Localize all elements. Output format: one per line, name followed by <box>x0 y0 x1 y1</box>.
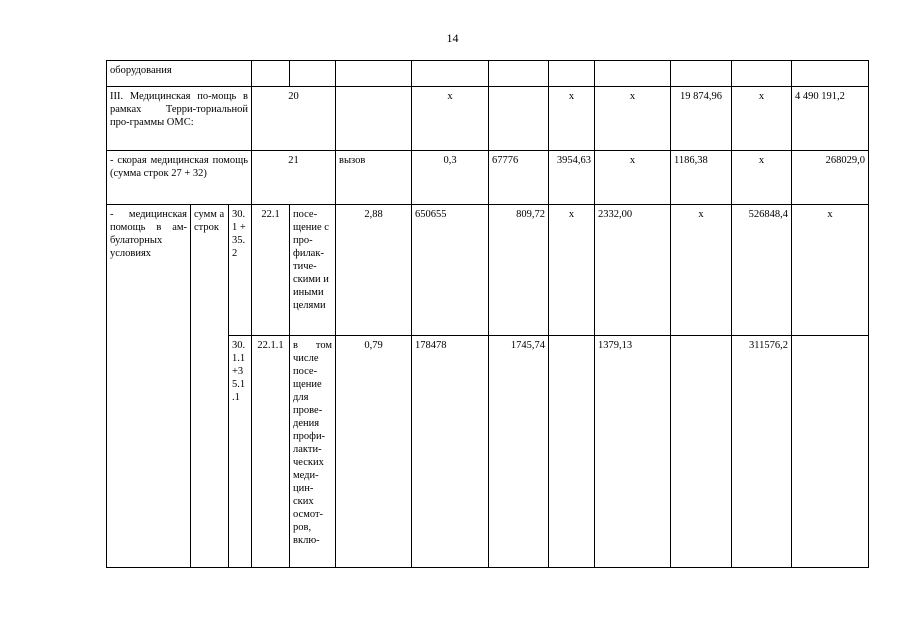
cost-cell: 650655 <box>412 205 489 336</box>
total-oms-cell: 268029,0 <box>792 151 869 205</box>
unit-cell: вызов <box>336 151 412 205</box>
sum-of-rows-cell: сумм а строк <box>191 205 229 568</box>
row-name-cell: - медицинская помощь в ам-булаторных условиях <box>107 205 191 568</box>
table-row <box>107 61 869 87</box>
line-number-cell: 20 <box>252 87 336 151</box>
volume-cell: x <box>412 87 489 151</box>
per-capita-budget-cell <box>549 336 595 568</box>
table-row <box>107 205 869 336</box>
data-table <box>106 60 869 568</box>
table-row <box>107 151 869 205</box>
total-budget-cell: x <box>732 87 792 151</box>
row-name-cell: III. Медицинская по-мощь в рамках Терри-ториальной про-граммы ОМС: <box>107 87 252 151</box>
per-capita-oms-cell: 1186,38 <box>671 151 732 205</box>
total-budget-cell: x <box>671 205 732 336</box>
line-number-cell: 22.1 <box>252 205 290 336</box>
per-capita-cell: 1745,74 <box>489 336 549 568</box>
per-capita-oms-cell: 1379,13 <box>595 336 671 568</box>
per-capita-budget-cell: x <box>595 151 671 205</box>
volume-cell: 0,79 <box>336 336 412 568</box>
per-capita-budget-cell: x <box>549 205 595 336</box>
per-capita-oms-cell: 19 874,96 <box>671 87 732 151</box>
percent-cell: x <box>792 205 869 336</box>
volume-cell: 2,88 <box>336 205 412 336</box>
line-number-cell: 22.1.1 <box>252 336 290 568</box>
total-oms-cell: 526848,4 <box>732 205 792 336</box>
row-name-cell: - скорая медицинская помощь (сумма строк 27 + 32) <box>107 151 252 205</box>
total-oms-cell: 311576,2 <box>732 336 792 568</box>
formula-ref-cell: 30. 1 + 35. 2 <box>229 205 252 336</box>
per-capita-budget-cell: x <box>595 87 671 151</box>
table-row <box>107 87 869 151</box>
unit-cell: посе-щение с про-филак-тиче-скими и иными целями <box>290 205 336 336</box>
unit-cell: в том числе посе-щение для прове-дения профи-лакти-ческих меди-цин-ских осмот-ров, вклю- <box>290 336 336 568</box>
per-capita-cell: x <box>549 87 595 151</box>
per-capita-cell: 809,72 <box>489 205 549 336</box>
per-capita-oms-cell: 2332,00 <box>595 205 671 336</box>
page-number: 14 <box>446 31 459 45</box>
total-budget-cell: x <box>732 151 792 205</box>
unit-cell <box>336 87 412 151</box>
cost-cell: 178478 <box>412 336 489 568</box>
percent-cell <box>792 336 869 568</box>
total-oms-cell: 4 490 191,2 <box>792 87 869 151</box>
volume-cell: 0,3 <box>412 151 489 205</box>
total-budget-cell <box>671 336 732 568</box>
row-name-cell: оборудования <box>107 61 252 87</box>
formula-ref-cell: 30. 1.1 +3 5.1 .1 <box>229 336 252 568</box>
cost-cell <box>489 87 549 151</box>
line-number-cell: 21 <box>252 151 336 205</box>
cost-cell: 67776 <box>489 151 549 205</box>
per-capita-cell: 3954,63 <box>549 151 595 205</box>
